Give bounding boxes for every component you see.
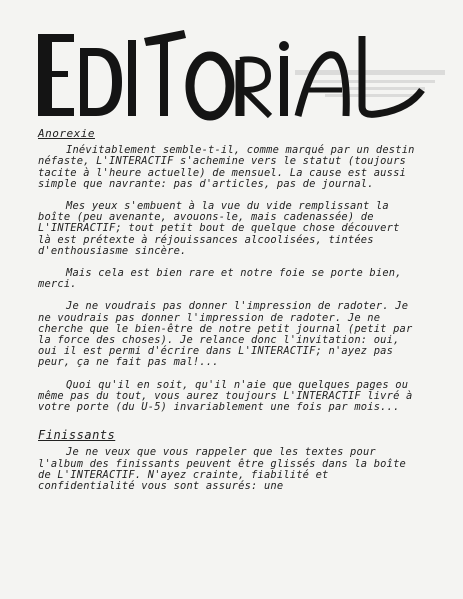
section-finissants [38, 424, 418, 492]
section-heading: Anorexie [38, 127, 95, 140]
article-body [38, 128, 418, 503]
paragraph: Je ne veux que vous rappeler que les textes pour l'album des finissants peuvent être glissés dans la boîte de L'INTERACTIF. N'ayez crainte, fiabilité et confidentialité vous sont assurés: une [38, 446, 406, 493]
paragraph: Inévitablement semble-t-il, comme marqué par un destin néfaste, L'INTERACTIF s'achemine vers le statut (toujours tacite à l'heure actuelle) de mensuel. La cause est aussi simple que navrante: pas d'articles, pas de journal. [38, 144, 415, 190]
masthead-logo [36, 26, 426, 122]
paragraph: Je ne voudrais pas donner l'impression de radoter. Je ne voudrais pas donner l'impression de radoter. Je ne cherche que le bien-être de notre petit journal (petit par la force des choses). Je relance donc l'invitation: oui, oui il est permi d'écrire dans L'INTERACTIF; n'ayez pas peur, ça ne fait pas mal!... [38, 300, 413, 369]
section-heading: Finissants [38, 428, 116, 443]
paragraph: Quoi qu'il en soit, qu'il n'aie que quelques pages ou même pas du tout, vous aurez toujours L'INTERACTIF livré à votre porte (du U-5) invariablement une fois par mois... [38, 378, 413, 414]
paragraph: Mes yeux s'embuent à la vue du vide remplissant la boîte (peu avenante, avouons-le, mais cadenassée) de L'INTERACTIF; tout petit bout de quelque chose découvert là est prétexte à réjouissances alcoolisées, tintées d'enthousiasme sincère. [38, 200, 400, 257]
section-anorexie [38, 128, 418, 413]
masthead [36, 26, 426, 122]
paragraph: Mais cela est bien rare et notre foie se porte bien, merci. [38, 267, 402, 291]
